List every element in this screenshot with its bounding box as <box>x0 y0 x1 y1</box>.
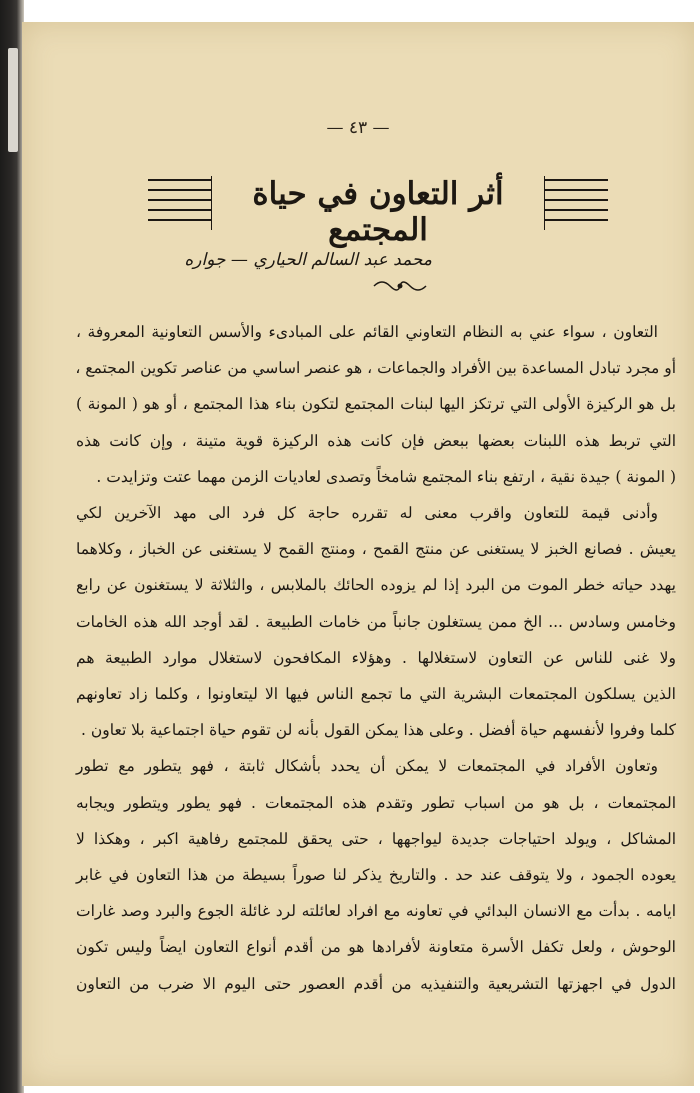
paragraph-line: التي تربط هذه اللبنات بعضها ببعض فإن كانت هذه الركيزة قوية متينة ، وإن كانت هذه <box>76 431 676 450</box>
paragraph-line: الدول في اجهزتها التشريعية والتنفيذيه من أقدم العصور حتى اليوم الا ضرب من التعاون <box>76 974 676 993</box>
paragraph-line: الذين يسلكون المجتمعات البشرية التي ما تجمع الناس فيها الا ليتعاونوا ، وكلما زاد تعاونهم <box>76 685 676 704</box>
paragraph-line: المجتمعات ، بل هو من اسباب تطور وتقدم هذه المجتمعات . فهو يطور ويتطور ويجابه <box>76 793 676 812</box>
book-binding <box>0 0 24 1093</box>
paragraph-line: ولا غنى للناس عن التعاون لاستغلالها . وهؤلاء المكافحون لاستغلال موارد الطبيعة هم <box>76 648 676 667</box>
paragraph-line: وتعاون الأفراد في المجتمعات لا يمكن أن يحدد بأشكال ثابتة ، فهو يتطور مع تطور <box>76 757 658 776</box>
paragraph-line: وخامس وسادس ... الخ ممن يستغلون جانباً من خامات الطبيعة . لقد أوجد الله هذه الخامات <box>76 612 676 631</box>
paragraph-line: ايامه . بدأت مع الانسان البدائي في تعاونه مع افراد لعائلته لرد غائلة الجوع والبرد وصد غارات <box>76 902 676 921</box>
divider-ornament <box>372 278 428 294</box>
paragraph-line: كلما وفروا لأنفسهم حياة أفضل . وعلى هذا يمكن القول بأنه لن تقوم حياة اجتماعية بلا تعاون . <box>81 721 676 740</box>
document-page <box>22 22 694 1086</box>
article-title: أثر التعاون في حياة المجتمع <box>252 176 504 248</box>
paragraph-line: يهدد حياته خطر الموت من البرد إذا لم يزوده الحائك بالملابس ، والثلاثة لا يستغنون عن رابع <box>76 576 676 595</box>
paragraph-line: يعوده الجمود ، ولا يتوقف عند حد . والتاريخ يذكر لنا صوراً بسيطة من هذا التعاون في غابر <box>76 866 676 885</box>
paragraph-line: أو مجرد تبادل المساعدة بين الأفراد والجماعات ، هو عنصر اساسي من عناصر تكوين المجتمع ، <box>75 359 676 378</box>
title-block <box>142 172 614 248</box>
author-byline: محمد عبد السالم الحياري — جواره <box>184 250 432 270</box>
paragraph-line: التعاون ، سواء عني به النظام التعاوني القائم على المبادىء والأسس التعاونية المعروفة ، <box>76 323 658 341</box>
binding-tab <box>8 48 18 152</box>
paragraph-line: يعيش . فصانع الخبز لا يستغنى عن منتج القمح ، ومنتج القمح لا يستغنى عن الخباز ، وكلاهما <box>76 540 676 559</box>
right-title-ornament <box>544 174 614 234</box>
page-number: — ٤٣ — <box>326 118 390 138</box>
paragraph-line: الوحوش ، ولعل تكفل الأسرة متعاونة لأفرادها هو من أقدم أنواع التعاون ايضاً وليس تكون <box>76 938 676 957</box>
paragraph-line: وأدنى قيمة للتعاون واقرب معنى له تقرره حاجة كل فرد الى مهد الآخرين لكي <box>76 504 658 523</box>
article-body <box>76 314 676 1002</box>
paragraph-line: ( المونة ) جيدة نقية ، ارتفع بناء المجتمع شامخاً وتصدى لعاديات الزمن مهما عتت وتزايدت . <box>96 467 676 486</box>
paragraph-line: بل هو الركيزة الأولى التي ترتكز اليها لبنات المجتمع لتكون بناء هذا المجتمع ، أو هو ( المونة ) <box>76 395 676 414</box>
paragraph-line: المشاكل ، ويولد احتياجات جديدة ليواجهها ، حتى يحقق للمجتمع رفاهية اكبر ، وهكذا لا <box>76 829 676 848</box>
